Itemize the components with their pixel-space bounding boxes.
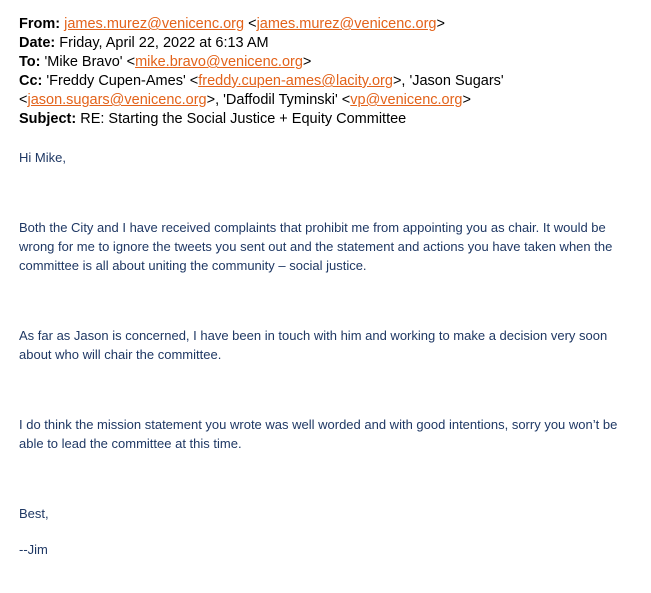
email-header <box>19 15 634 129</box>
body-paragraph-2: As far as Jason is concerned, I have been in touch with him and working to make a decision very soon about who will chair the committee. <box>19 328 608 362</box>
to-row <box>19 53 634 72</box>
cc-separator-1: >, 'Jason Sugars' <box>392 73 504 89</box>
cc-row-continued <box>19 91 634 110</box>
cc-name-1: 'Freddy Cupen-Ames' < <box>42 73 199 89</box>
date-label: Date: <box>19 35 56 51</box>
subject-row <box>19 110 634 129</box>
cc-label: Cc: <box>19 73 43 89</box>
from-label: From: <box>19 16 61 32</box>
cc-row <box>19 72 634 91</box>
email-message <box>19 15 634 557</box>
from-bracket-open: < <box>244 16 257 32</box>
from-email-link[interactable]: james.murez@venicenc.org <box>64 16 245 32</box>
body-paragraph-1: Both the City and I have received complaints that prohibit me from appointing you as chair. It would be wrong for me to ignore the tweets you sent out and the statement and actions you have taken when the committee is all about uniting the community – social justice. <box>19 220 613 273</box>
to-email-link[interactable]: mike.bravo@venicenc.org <box>135 54 303 70</box>
cc-bracket-close-3: > <box>462 92 471 108</box>
cc-email-link-2[interactable]: jason.sugars@venicenc.org <box>27 92 207 108</box>
to-label: To: <box>19 54 41 70</box>
signoff: Best, <box>19 506 49 521</box>
greeting: Hi Mike, <box>19 150 66 165</box>
subject-value: RE: Starting the Social Justice + Equity Committee <box>76 111 407 127</box>
from-row <box>19 15 634 34</box>
signature: --Jim <box>19 542 48 557</box>
to-name: 'Mike Bravo' < <box>40 54 136 70</box>
date-value: Friday, April 22, 2022 at 6:13 AM <box>55 35 269 51</box>
subject-label: Subject: <box>19 111 77 127</box>
cc-email-link-1[interactable]: freddy.cupen-ames@lacity.org <box>198 73 393 89</box>
date-row <box>19 34 634 53</box>
body-paragraph-3: I do think the mission statement you wrote was well worded and with good intentions, sorry you won’t be able to lead the committee at this time. <box>19 417 618 451</box>
from-bracket-close: > <box>436 16 445 32</box>
to-bracket-close: > <box>302 54 312 70</box>
cc-bracket-open-2: < <box>19 92 28 108</box>
cc-separator-2: >, 'Daffodil Tyminski' < <box>206 92 351 108</box>
cc-email-link-3[interactable]: vp@venicenc.org <box>350 92 463 108</box>
from-email-link-2[interactable]: james.murez@venicenc.org <box>256 16 437 32</box>
